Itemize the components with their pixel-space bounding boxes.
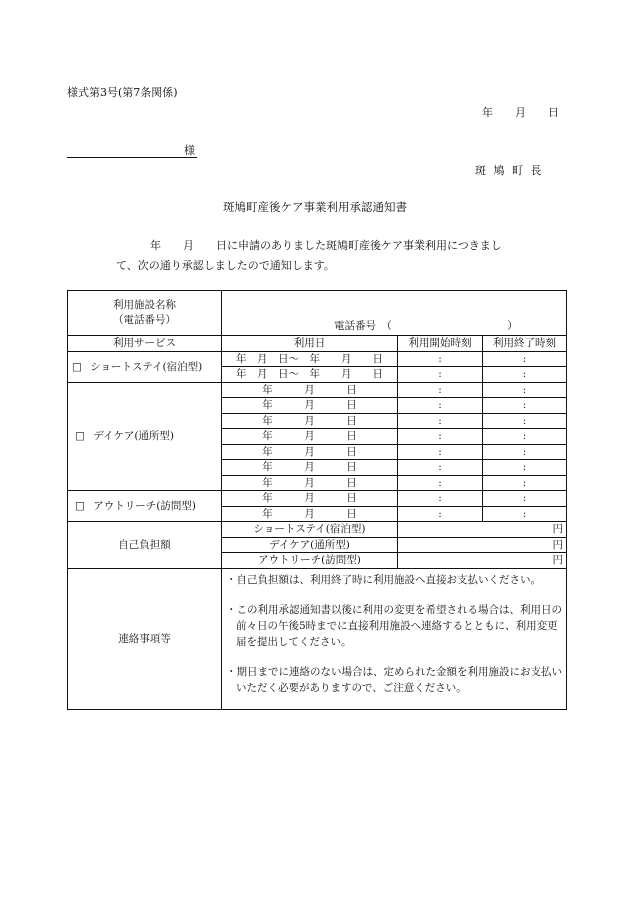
phone-number-label: 電話番号 （ ） bbox=[334, 320, 518, 332]
start-time-cell[interactable]: : bbox=[398, 460, 483, 476]
short-stay-row-1 bbox=[68, 351, 567, 367]
facility-label-cell bbox=[68, 291, 222, 336]
facility-name-label: 利用施設名称 bbox=[113, 299, 176, 311]
copay-label: 自己負担額 bbox=[68, 522, 222, 569]
short-stay-service-cell[interactable] bbox=[68, 351, 222, 382]
service-label: デイケア(通所型) bbox=[93, 430, 175, 443]
end-time-cell[interactable]: : bbox=[483, 491, 567, 507]
date-cell[interactable]: 年 月 日 bbox=[222, 444, 398, 460]
service-label: ショートステイ(宿泊型) bbox=[90, 360, 203, 373]
date-cell[interactable]: 年 月 日 bbox=[222, 382, 398, 398]
end-time-cell[interactable]: : bbox=[483, 367, 567, 383]
checkbox-icon[interactable]: □ bbox=[75, 500, 85, 512]
start-time-cell[interactable]: : bbox=[398, 351, 483, 367]
date-range-cell[interactable]: 年 月 日～ 年 月 日 bbox=[222, 351, 398, 367]
date-cell[interactable]: 年 月 日 bbox=[222, 491, 398, 507]
col-end-header: 利用終了時刻 bbox=[483, 336, 567, 352]
end-time-cell[interactable]: : bbox=[483, 460, 567, 476]
notes-cell bbox=[222, 568, 567, 709]
approval-table bbox=[67, 290, 567, 710]
start-time-cell[interactable]: : bbox=[398, 413, 483, 429]
outreach-service-cell[interactable] bbox=[68, 491, 222, 522]
date-cell[interactable]: 年 月 日 bbox=[222, 506, 398, 522]
end-time-cell[interactable]: : bbox=[483, 475, 567, 491]
date-cell[interactable]: 年 月 日 bbox=[222, 413, 398, 429]
col-service-header: 利用サービス bbox=[68, 336, 222, 352]
outreach-row bbox=[68, 491, 567, 507]
date-cell[interactable]: 年 月 日 bbox=[222, 398, 398, 414]
copay-amount-cell[interactable]: 円 bbox=[398, 522, 567, 538]
date-cell[interactable]: 年 月 日 bbox=[222, 429, 398, 445]
notes-row bbox=[68, 568, 567, 709]
start-time-cell[interactable]: : bbox=[398, 382, 483, 398]
note-item: ・期日までに連絡のない場合は、定められた金額を利用施設にお支払いいただく必要がありますので、ご注意ください。 bbox=[226, 665, 562, 694]
facility-input-cell[interactable] bbox=[222, 291, 567, 336]
facility-phone-label: （電話番号） bbox=[113, 314, 176, 326]
facility-row bbox=[68, 291, 567, 336]
copay-row bbox=[68, 522, 567, 538]
header-row bbox=[68, 336, 567, 352]
day-care-row bbox=[68, 382, 567, 398]
issuer-name: 斑 鳩 町 長 bbox=[475, 164, 544, 177]
copay-amount-cell[interactable]: 円 bbox=[398, 553, 567, 569]
checkbox-icon[interactable]: □ bbox=[75, 430, 85, 443]
start-time-cell[interactable]: : bbox=[398, 506, 483, 522]
checkbox-icon[interactable]: □ bbox=[72, 360, 82, 373]
note-item: ・自己負担額は、利用終了時に利用施設へ直接お支払いください。 bbox=[226, 573, 541, 586]
document-title: 斑鳩町産後ケア事業利用承認通知書 bbox=[223, 200, 407, 214]
start-time-cell[interactable]: : bbox=[398, 475, 483, 491]
date-range-cell[interactable]: 年 月 日～ 年 月 日 bbox=[222, 367, 398, 383]
end-time-cell[interactable]: : bbox=[483, 444, 567, 460]
issue-date: 年 月 日 bbox=[482, 106, 559, 119]
end-time-cell[interactable]: : bbox=[483, 413, 567, 429]
col-date-header: 利用日 bbox=[222, 336, 398, 352]
body-text-line-1: 年 月 日に申請のありました斑鳩町産後ケア事業利用につきまし bbox=[150, 239, 502, 252]
end-time-cell[interactable]: : bbox=[483, 398, 567, 414]
recipient-name-line[interactable] bbox=[67, 157, 197, 158]
end-time-cell[interactable]: : bbox=[483, 351, 567, 367]
start-time-cell[interactable]: : bbox=[398, 491, 483, 507]
copay-service-label: アウトリーチ(訪問型) bbox=[222, 553, 398, 569]
body-text-line-2: て、次の通り承認しましたので通知します。 bbox=[116, 259, 335, 272]
col-start-header: 利用開始時刻 bbox=[398, 336, 483, 352]
copay-amount-cell[interactable]: 円 bbox=[398, 537, 567, 553]
date-cell[interactable]: 年 月 日 bbox=[222, 460, 398, 476]
notes-label: 連絡事項等 bbox=[68, 568, 222, 709]
copay-service-label: ショートステイ(宿泊型) bbox=[222, 522, 398, 538]
end-time-cell[interactable]: : bbox=[483, 429, 567, 445]
end-time-cell[interactable]: : bbox=[483, 382, 567, 398]
service-label: アウトリーチ(訪問型) bbox=[93, 500, 196, 512]
day-care-service-cell[interactable] bbox=[68, 382, 222, 491]
recipient-honorific: 様 bbox=[184, 144, 195, 157]
form-number: 様式第3号(第7条関係) bbox=[67, 86, 178, 99]
start-time-cell[interactable]: : bbox=[398, 367, 483, 383]
note-item: ・この利用承認通知書以後に利用の変更を希望される場合は、利用日の前々日の午後5時までに直接利用施設へ連絡するとともに、利用変更届を提出してください。 bbox=[226, 603, 562, 648]
date-cell[interactable]: 年 月 日 bbox=[222, 475, 398, 491]
end-time-cell[interactable]: : bbox=[483, 506, 567, 522]
start-time-cell[interactable]: : bbox=[398, 398, 483, 414]
start-time-cell[interactable]: : bbox=[398, 429, 483, 445]
start-time-cell[interactable]: : bbox=[398, 444, 483, 460]
copay-service-label: デイケア(通所型) bbox=[222, 537, 398, 553]
